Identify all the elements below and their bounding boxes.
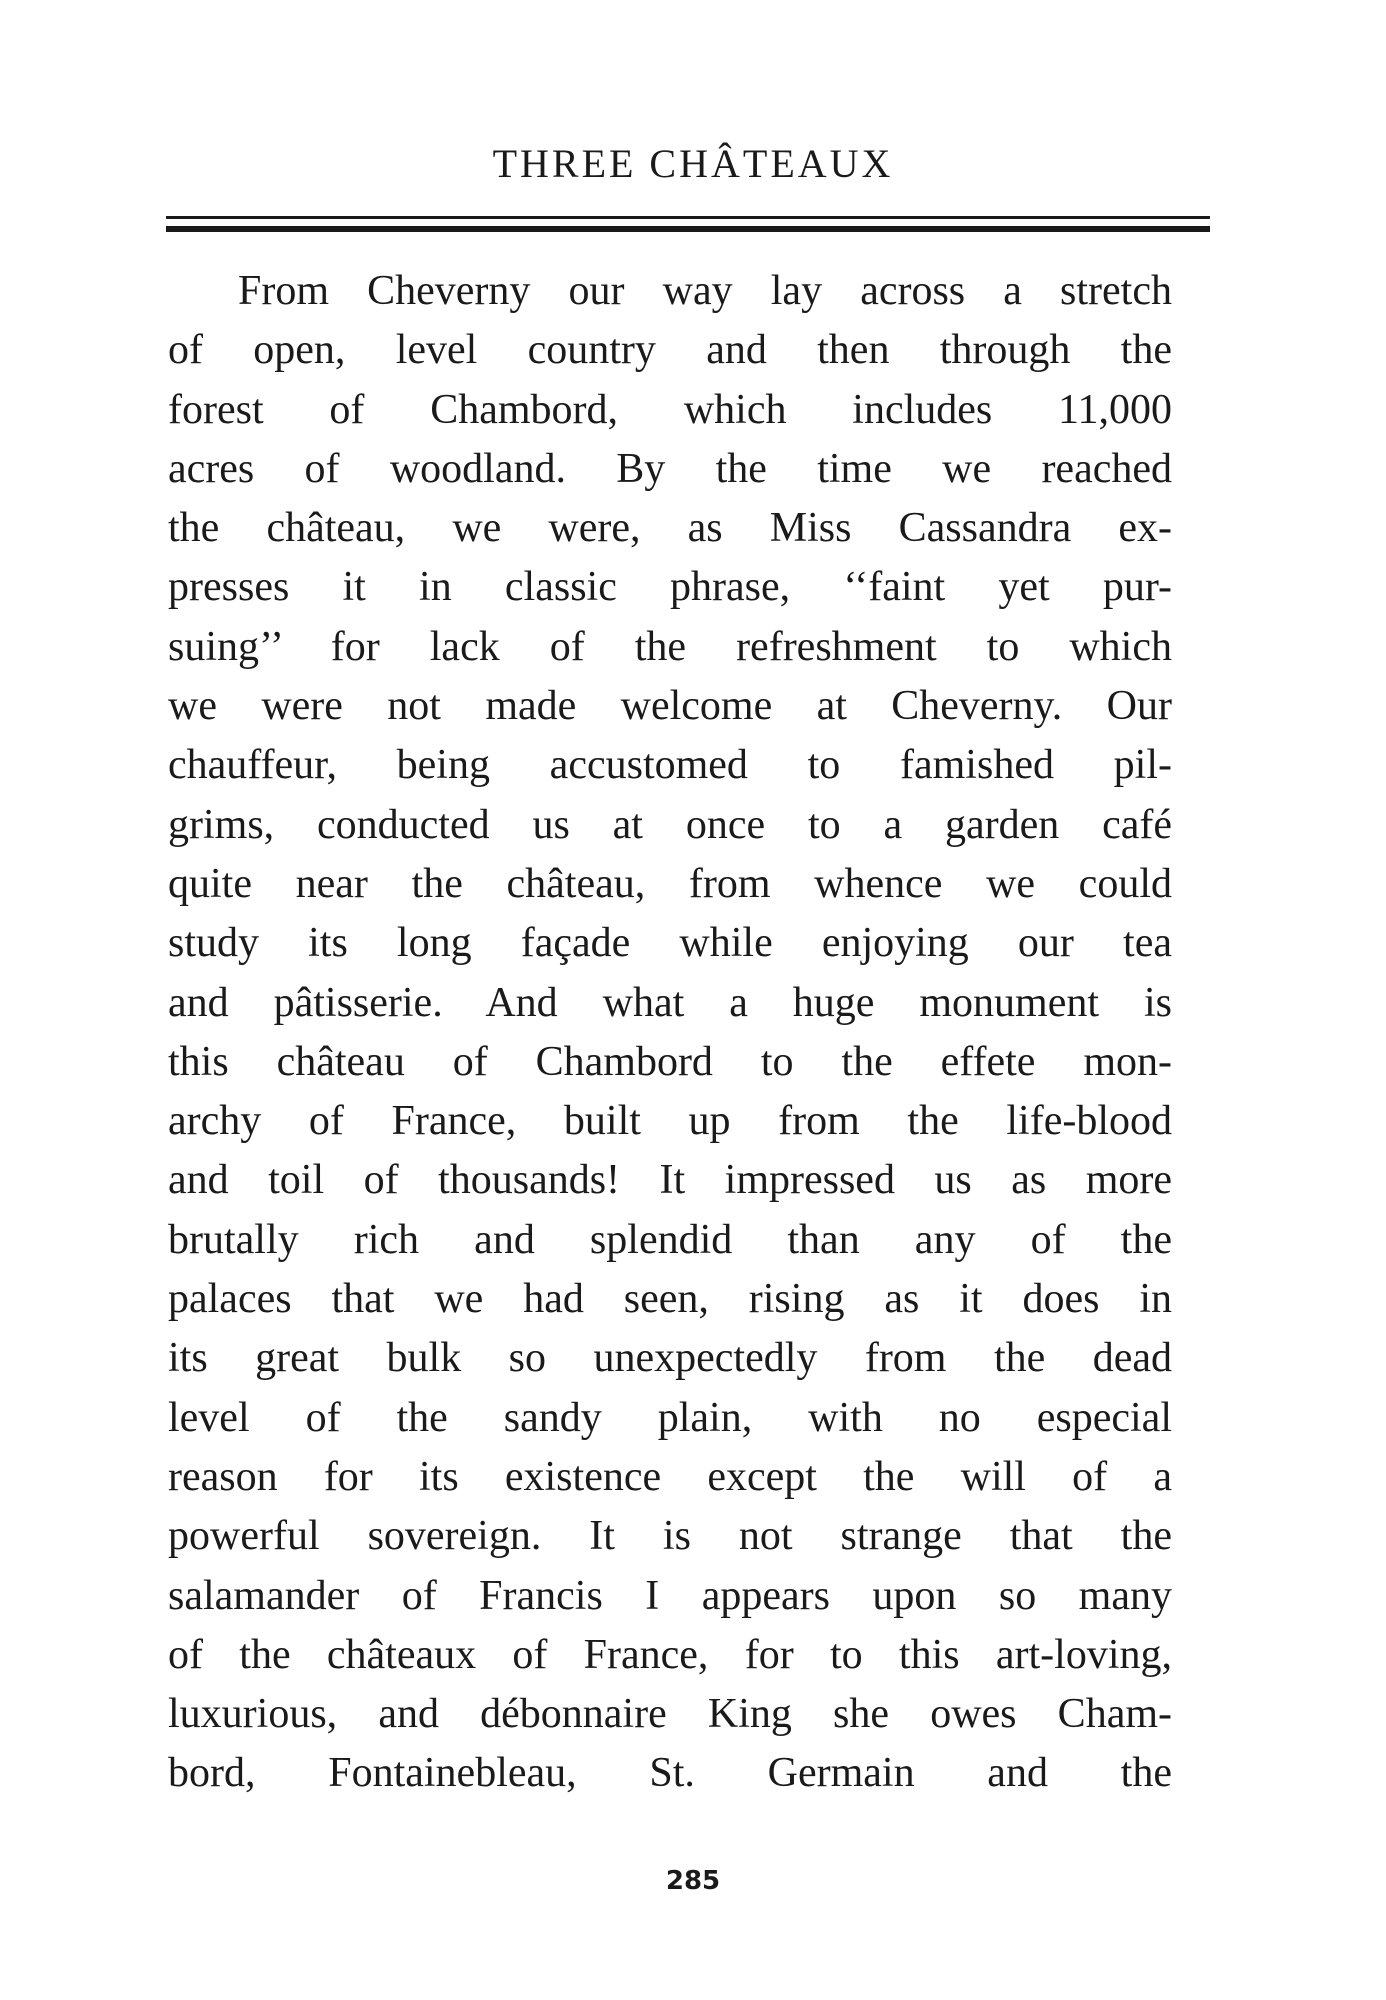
page-number: 285	[665, 1866, 721, 1896]
text-line: suing’’ for lack of the refreshment to which	[168, 623, 1172, 670]
text-line: bord, Fontainebleau, St. Germain and the	[168, 1750, 1172, 1797]
text-line: palaces that we had seen, rising as it does in	[168, 1276, 1172, 1323]
text-line: and toil of thousands! It impressed us as more	[168, 1157, 1172, 1204]
header-rule-thin	[166, 216, 1210, 219]
text-line: presses it in classic phrase, ‘‘faint yet pur-	[168, 564, 1172, 611]
text-line: the château, we were, as Miss Cassandra ex-	[168, 505, 1172, 552]
text-line: we were not made welcome at Cheverny. Our	[168, 683, 1172, 730]
text-line: powerful sovereign. It is not strange that the	[168, 1513, 1172, 1560]
running-head: THREE CHÂTEAUX	[492, 141, 894, 186]
text-line: this château of Chambord to the effete mon-	[168, 1038, 1172, 1085]
text-line: and pâtisserie. And what a huge monument is	[168, 979, 1172, 1026]
text-line: of the châteaux of France, for to this art-loving,	[168, 1631, 1172, 1678]
text-line: study its long façade while enjoying our tea	[168, 920, 1172, 967]
text-line: its great bulk so unexpectedly from the dead	[168, 1335, 1172, 1382]
text-line: acres of woodland. By the time we reached	[168, 445, 1172, 492]
text-line: quite near the château, from whence we could	[168, 860, 1172, 907]
text-line: forest of Chambord, which includes 11,000	[168, 386, 1172, 433]
text-line: luxurious, and débonnaire King she owes Cham-	[168, 1691, 1172, 1738]
text-line: chauffeur, being accustomed to famished pil-	[168, 742, 1172, 789]
body-paragraph	[168, 262, 1172, 1804]
text-line: brutally rich and splendid than any of the	[168, 1216, 1172, 1263]
text-line: level of the sandy plain, with no especial	[168, 1394, 1172, 1441]
text-line: salamander of Francis I appears upon so many	[168, 1572, 1172, 1619]
text-line: From Cheverny our way lay across a stretch	[238, 268, 1172, 314]
header-rule-thick	[166, 226, 1210, 232]
text-line: of open, level country and then through the	[168, 327, 1172, 374]
text-line: reason for its existence except the will of a	[168, 1453, 1172, 1500]
text-line: archy of France, built up from the life-blood	[168, 1098, 1172, 1145]
text-line: grims, conducted us at once to a garden café	[168, 801, 1172, 848]
